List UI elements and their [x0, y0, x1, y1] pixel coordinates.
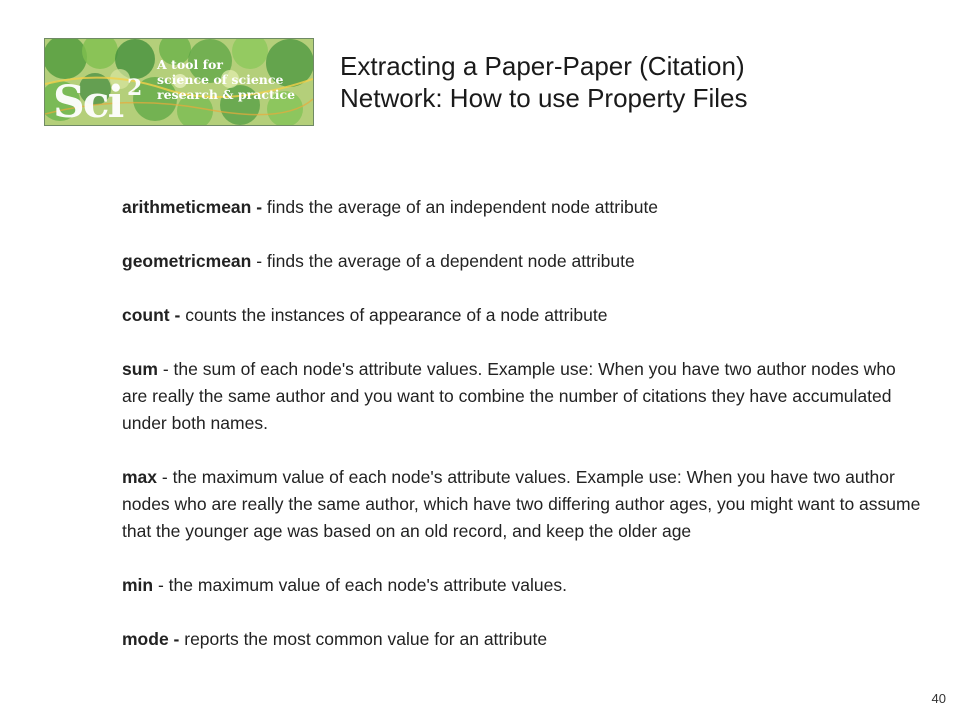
title-line-2: Network: How to use Property Files — [340, 83, 748, 113]
item-description: finds the average of an independent node attribute — [262, 197, 659, 217]
item-term: sum — [122, 359, 158, 379]
tagline-line-3: research & practice — [157, 87, 296, 102]
item-term: min — [122, 575, 154, 595]
aggregation-function-list — [122, 194, 922, 680]
tagline-line-2: science of science — [157, 72, 284, 87]
page-number: 40 — [931, 691, 946, 706]
item-term: geometricmean — [122, 251, 252, 271]
item-description: - the sum of each node's attribute values. Example use: When you have two author nodes who are really the same author and you want to combine the number of citations they have accumulated under both names. — [122, 359, 896, 433]
item-term: count - — [122, 305, 181, 325]
item-description: - the maximum value of each node's attribute values. — [153, 575, 567, 595]
item-description: counts the instances of appearance of a node attribute — [180, 305, 608, 325]
item-description: reports the most common value for an attribute — [179, 629, 548, 649]
item-term: mode - — [122, 629, 180, 649]
slide-title — [340, 50, 930, 114]
list-item-geometricmean — [122, 248, 922, 275]
item-term: arithmeticmean - — [122, 197, 263, 217]
tagline-line-1: A tool for — [157, 57, 223, 72]
sci2-logo — [44, 38, 314, 126]
list-item-max — [122, 464, 922, 545]
item-term: max — [122, 467, 158, 487]
sci2-logo-image — [45, 39, 313, 125]
list-item-min — [122, 572, 922, 599]
title-line-1: Extracting a Paper-Paper (Citation) — [340, 51, 745, 81]
brand-superscript: 2 — [127, 75, 143, 101]
item-description: - finds the average of a dependent node attribute — [251, 251, 635, 271]
list-item-mode — [122, 626, 922, 653]
brand-text: Sci — [53, 77, 123, 125]
list-item-count — [122, 302, 922, 329]
list-item-sum — [122, 356, 922, 437]
item-description: - the maximum value of each node's attribute values. Example use: When you have two author nodes who are really the same author, which have two differing author ages, you might want to assume that the younger age was based on an old record, and keep the older age — [122, 467, 921, 541]
list-item-arithmeticmean — [122, 194, 922, 221]
